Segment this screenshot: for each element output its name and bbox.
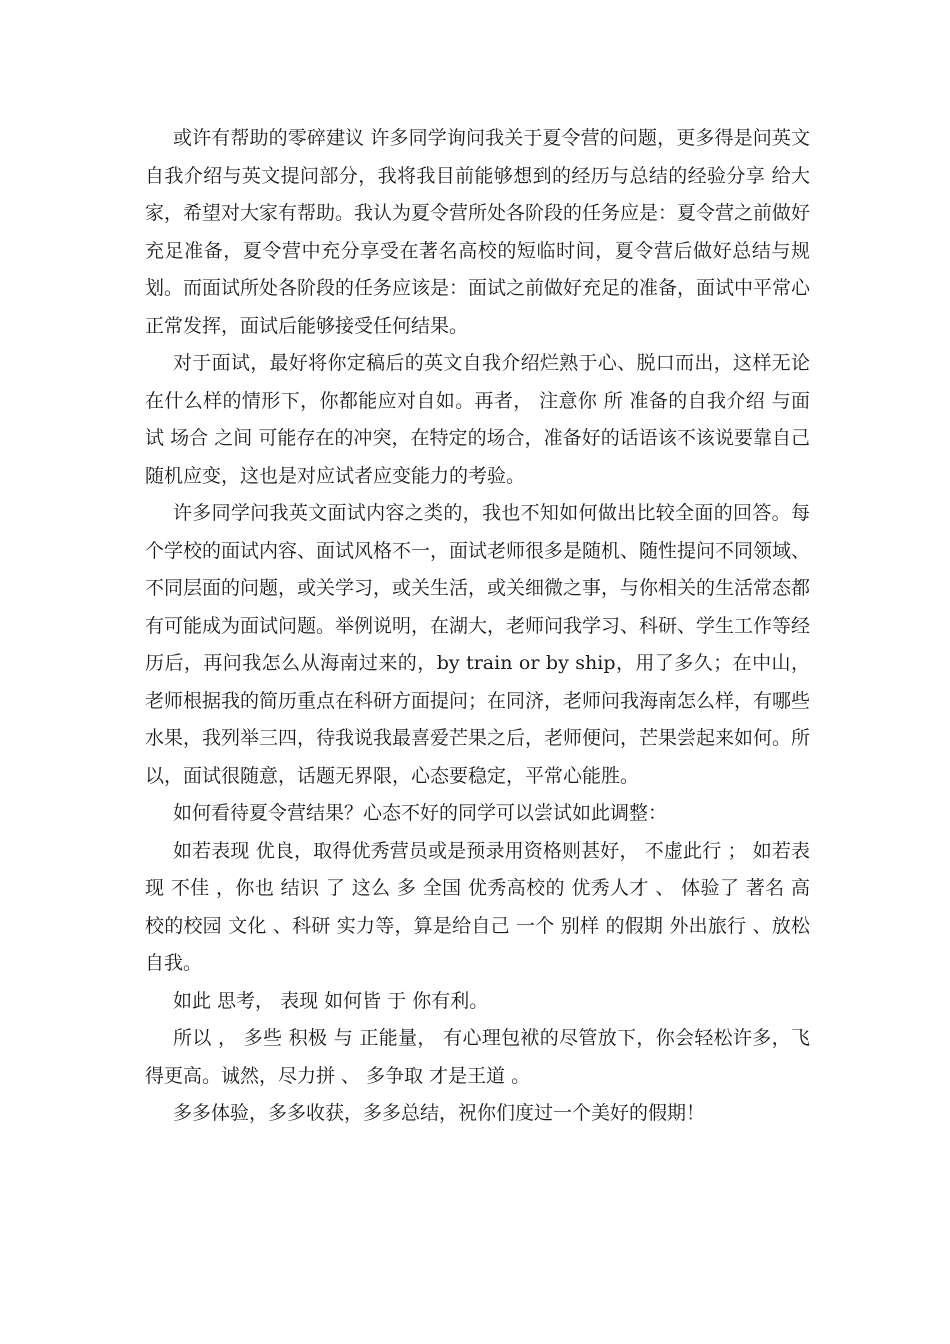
paragraph-6: 如此 思考， 表现 如何皆 于 你有利。 (173, 989, 489, 1012)
paragraph-8: 多多体验，多多收获，多多总结，祝你们度过一个美好的假期！ (173, 1102, 706, 1124)
document-body (145, 120, 817, 1133)
paragraph-5: 如若表现 优良，取得优秀营员或是预录用资格则甚好， 不虚此行 ； 如若表现 不佳 ，你也 结识 了 这么 多 全国 优秀高校的 优秀人才 、 体验了 著名 高校的校园 文化 、科研 实力等，算是给自己 一个 别样 的假期 外出旅行 、放松 自我。 (145, 839, 817, 974)
paragraph-3: 许多同学问我英文面试内容之类的，我也不知如何做出比较全面的回答。每个学校的面试内容、面试风格不一，面试老师很多是随机、随性提问不同领域、不同层面的问题，或关学习，或关生活，或关细微之事，与你相关的生活常态都有可能成为面试问题。举例说明，在湖大，老师问我学习、科研、学生工作等经历后，再问我怎么从海南过来的，by train or by ship，用了多久；在中山，老师根据我的简历重点在科研方面提问；在同济，老师问我海南怎么样，有哪些水果，我列举三四，待我说我最喜爱芒果之后，老师便问，芒果尝起来如何。所以，面试很随意，话题无界限，心态要稳定，平常心能胜。 (145, 502, 811, 787)
paragraph-2: 对于面试，最好将你定稿后的英文自我介绍烂熟于心、脱口而出，这样无论在什么样的情形下，你都能应对自如。再者， 注意你 所 准备的自我介绍 与面试 场合 之间 可能存在的冲突，在特定的场合，准备好的话语该不该说要靠自己随机应变，这也是对应试者应变能力的考验。 (145, 352, 810, 487)
paragraph-1: 或许有帮助的零碎建议 许多同学询问我关于夏令营的问题，更多得是问英文自我介绍与英文提问部分，我将我目前能够想到的经历与总结的经验分享 给大家，希望对大家有帮助。我认为夏令营所处各阶段的任务应是：夏令营之前做好充足准备，夏令营中充分享受在著名高校的短临时间，夏令营后做好总结与规划。而面试所处各阶段的任务应该是：面试之前做好充足的准备，面试中平常心正常发挥，面试后能够接受任何结果。 (145, 127, 811, 337)
paragraph-7: 所以 ， 多些 积极 与 正能量， 有心理包袱的尽管放下，你会轻松许多，飞得更高。诚然，尽力拼 、 多争取 才是王道 。 (145, 1027, 810, 1087)
paragraph-4: 如何看待夏令营结果？心态不好的同学可以尝试如此调整： (173, 802, 668, 824)
